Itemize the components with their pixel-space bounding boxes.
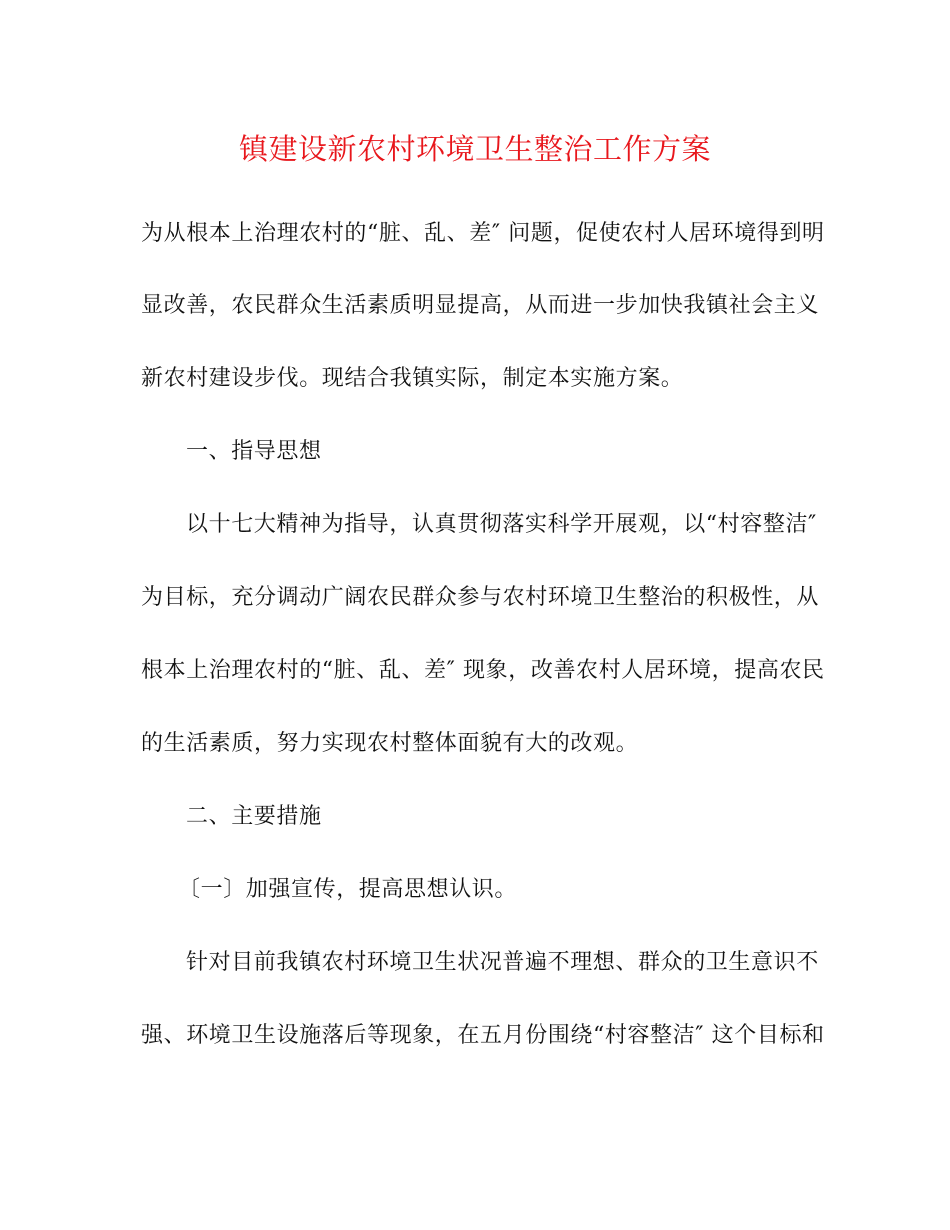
paragraph-line: 针对目前我镇农村环境卫生状况普遍不理想、群众的卫生意识不 — [186, 950, 819, 975]
paragraph-line: 新农村建设步伐。现结合我镇实际，制定本实施方案。 — [141, 366, 684, 391]
section-heading-main-measures: 二、主要措施 — [186, 804, 322, 829]
paragraph-line: 以十七大精神为指导，认真贯彻落实科学开展观，以“村容整洁″ — [186, 512, 817, 537]
paragraph-line: 为目标，充分调动广阔农民群众参与农村环境卫生整治的积极性，从 — [141, 585, 820, 610]
paragraph-line: 的生活素质，努力实现农村整体面貌有大的改观。 — [141, 731, 639, 756]
paragraph-line: 根本上治理农村的“脏、乱、差″ 现象，改善农村人居环境，提高农民 — [141, 658, 825, 683]
paragraph-line: 显改善，农民群众生活素质明显提高，从而进一步加快我镇社会主义 — [141, 293, 820, 318]
section-heading-guiding-ideology: 一、指导思想 — [186, 439, 322, 464]
document-title: 镇建设新农村环境卫生整治工作方案 — [238, 132, 711, 166]
paragraph-line: 为从根本上治理农村的“脏、乱、差″ 问题，促使农村人居环境得到明 — [141, 221, 825, 246]
paragraph-line: 强、环境卫生设施落后等现象，在五月份围绕“村容整洁″ 这个目标和 — [141, 1023, 825, 1048]
subsection-heading-publicity: 〔一〕加强宣传，提高思想认识。 — [178, 877, 518, 902]
